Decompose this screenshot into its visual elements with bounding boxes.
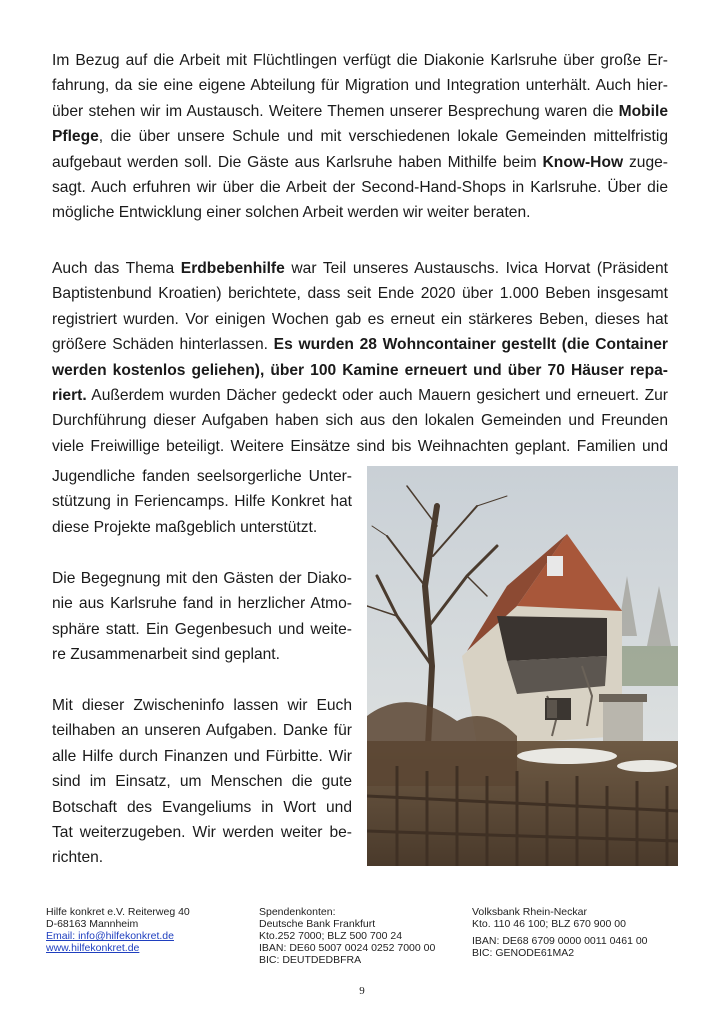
paragraph-migration — [52, 48, 668, 226]
bank-account: Kto. 110 46 100; BLZ 670 900 00 — [472, 918, 626, 930]
text-line: über stehen wir im Austausch. Weitere Themen unserer Besprechung waren die Mobile — [52, 102, 668, 120]
bank-iban: IBAN: DE68 6709 0000 0011 0461 00 — [472, 935, 648, 947]
text-line: richten. — [52, 849, 104, 867]
text-line: riert. Außerdem wurden Dächer gedeckt oder auch Mauern gesichert und erneuert. Zur — [52, 387, 668, 405]
bank-iban: IBAN: DE60 5007 0024 0252 7000 00 — [259, 942, 436, 954]
paragraph-meeting — [52, 566, 352, 668]
email-link[interactable]: Email: info@hilfekonkret.de — [46, 930, 174, 942]
text-line: Pflege, die über unsere Schule und mit verschiedenen lokale Gemeinden mittelfristig — [52, 128, 668, 146]
text-line: viele Freiwillige beteiligt. Weitere Einsätze sind bis Weihnachten geplant. Familien und — [52, 437, 668, 455]
text-line: sphäre statt. Ein Gegenbesuch und weite- — [52, 620, 352, 638]
text-line: Durchführung dieser Aufgaben haben sich aus den lokalen Gemeinden und Freunden — [52, 412, 668, 430]
footer-address — [46, 906, 246, 954]
text-line: alle Hilfe durch Finanzen und Fürbitte. Wir — [52, 747, 352, 765]
text-line: fahrung, da sie eine eigene Abteilung für Migration und Integration unterhält. Auch hier- — [52, 77, 668, 95]
footer-bank-2 — [472, 906, 692, 959]
text-line: Im Bezug auf die Arbeit mit Flüchtlingen verfügt die Diakonie Karlsruhe über große Er- — [52, 52, 668, 69]
text-line: Jugendliche fanden seelsorgerliche Unter- — [52, 468, 352, 485]
paragraph-earthquake-aid — [52, 256, 668, 459]
bank-name: Deutsche Bank Frankfurt — [259, 918, 376, 930]
bank-bic: BIC: DEUTDEDBFRA — [259, 954, 362, 966]
text-line: mögliche Entwicklung einer solchen Arbeit werden wir weiter beraten. — [52, 204, 531, 222]
text-line: aufgebaut werden soll. Die Gäste aus Karlsruhe haben Mithilfe beim Know-How zuge- — [52, 153, 669, 171]
text-line: Auch das Thema Erdbebenhilfe war Teil unseres Austauschs. Ivica Horvat (Präsident — [52, 260, 668, 277]
paragraph-camps — [52, 464, 352, 540]
text-line: Baptistenbund Kroatien) berichtete, dass seit Ende 2020 über 1.000 Beben insgesamt — [52, 285, 668, 303]
text-line: Die Begegnung mit den Gästen der Diako- — [52, 570, 352, 587]
text-line: werden kostenlos geliehen), über 100 Kamine erneuert und über 70 Häuser repa- — [52, 361, 668, 379]
footer-bank-1 — [259, 906, 469, 966]
bank-account: Kto.252 7000; BLZ 500 700 24 — [259, 930, 403, 942]
text-line: Tat weiterzugeben. Wir werden weiter be- — [52, 824, 352, 842]
text-line: nie aus Karlsruhe fand in herzlicher Atmo- — [52, 595, 352, 613]
text-line: teilhaben an unseren Aufgaben. Danke für — [52, 722, 352, 740]
org-address: Hilfe konkret e.V. Reiterweg 40 — [46, 906, 190, 918]
text-line: registriert wurden. Vor einigen Wochen gab es erneut ein stärkeres Beben, dieses hat — [52, 310, 668, 328]
bank-bic: BIC: GENODE61MA2 — [472, 947, 575, 959]
website-link[interactable]: www.hilfekonkret.de — [46, 942, 140, 954]
text-line: sagt. Auch erfuhren wir über die Arbeit der Second-Hand-Shops in Karlsruhe. Über die — [52, 179, 668, 197]
text-line: Mit dieser Zwischeninfo lassen wir Euch — [52, 697, 352, 714]
text-line: diese Projekte maßgeblich unterstützt. — [52, 518, 318, 536]
bank-heading: Spendenkonten: — [259, 906, 336, 918]
text-line: sind im Einsatz, um Menschen die gute — [52, 773, 352, 791]
page-number: 9 — [359, 985, 365, 997]
text-line: Botschaft des Evangeliums in Wort und — [52, 798, 352, 816]
org-city: D-68163 Mannheim — [46, 918, 139, 930]
bank-name: Volksbank Rhein-Neckar — [472, 906, 587, 918]
text-line: stützung in Feriencamps. Hilfe Konkret hat — [52, 493, 352, 511]
text-line: größere Schäden hinterlassen. Es wurden 28 Wohncontainer gestellt (die Container — [52, 336, 668, 354]
text-line: re Zusammenarbeit sind geplant. — [52, 646, 280, 664]
damaged-house-photo — [367, 466, 678, 866]
paragraph-closing — [52, 693, 352, 871]
